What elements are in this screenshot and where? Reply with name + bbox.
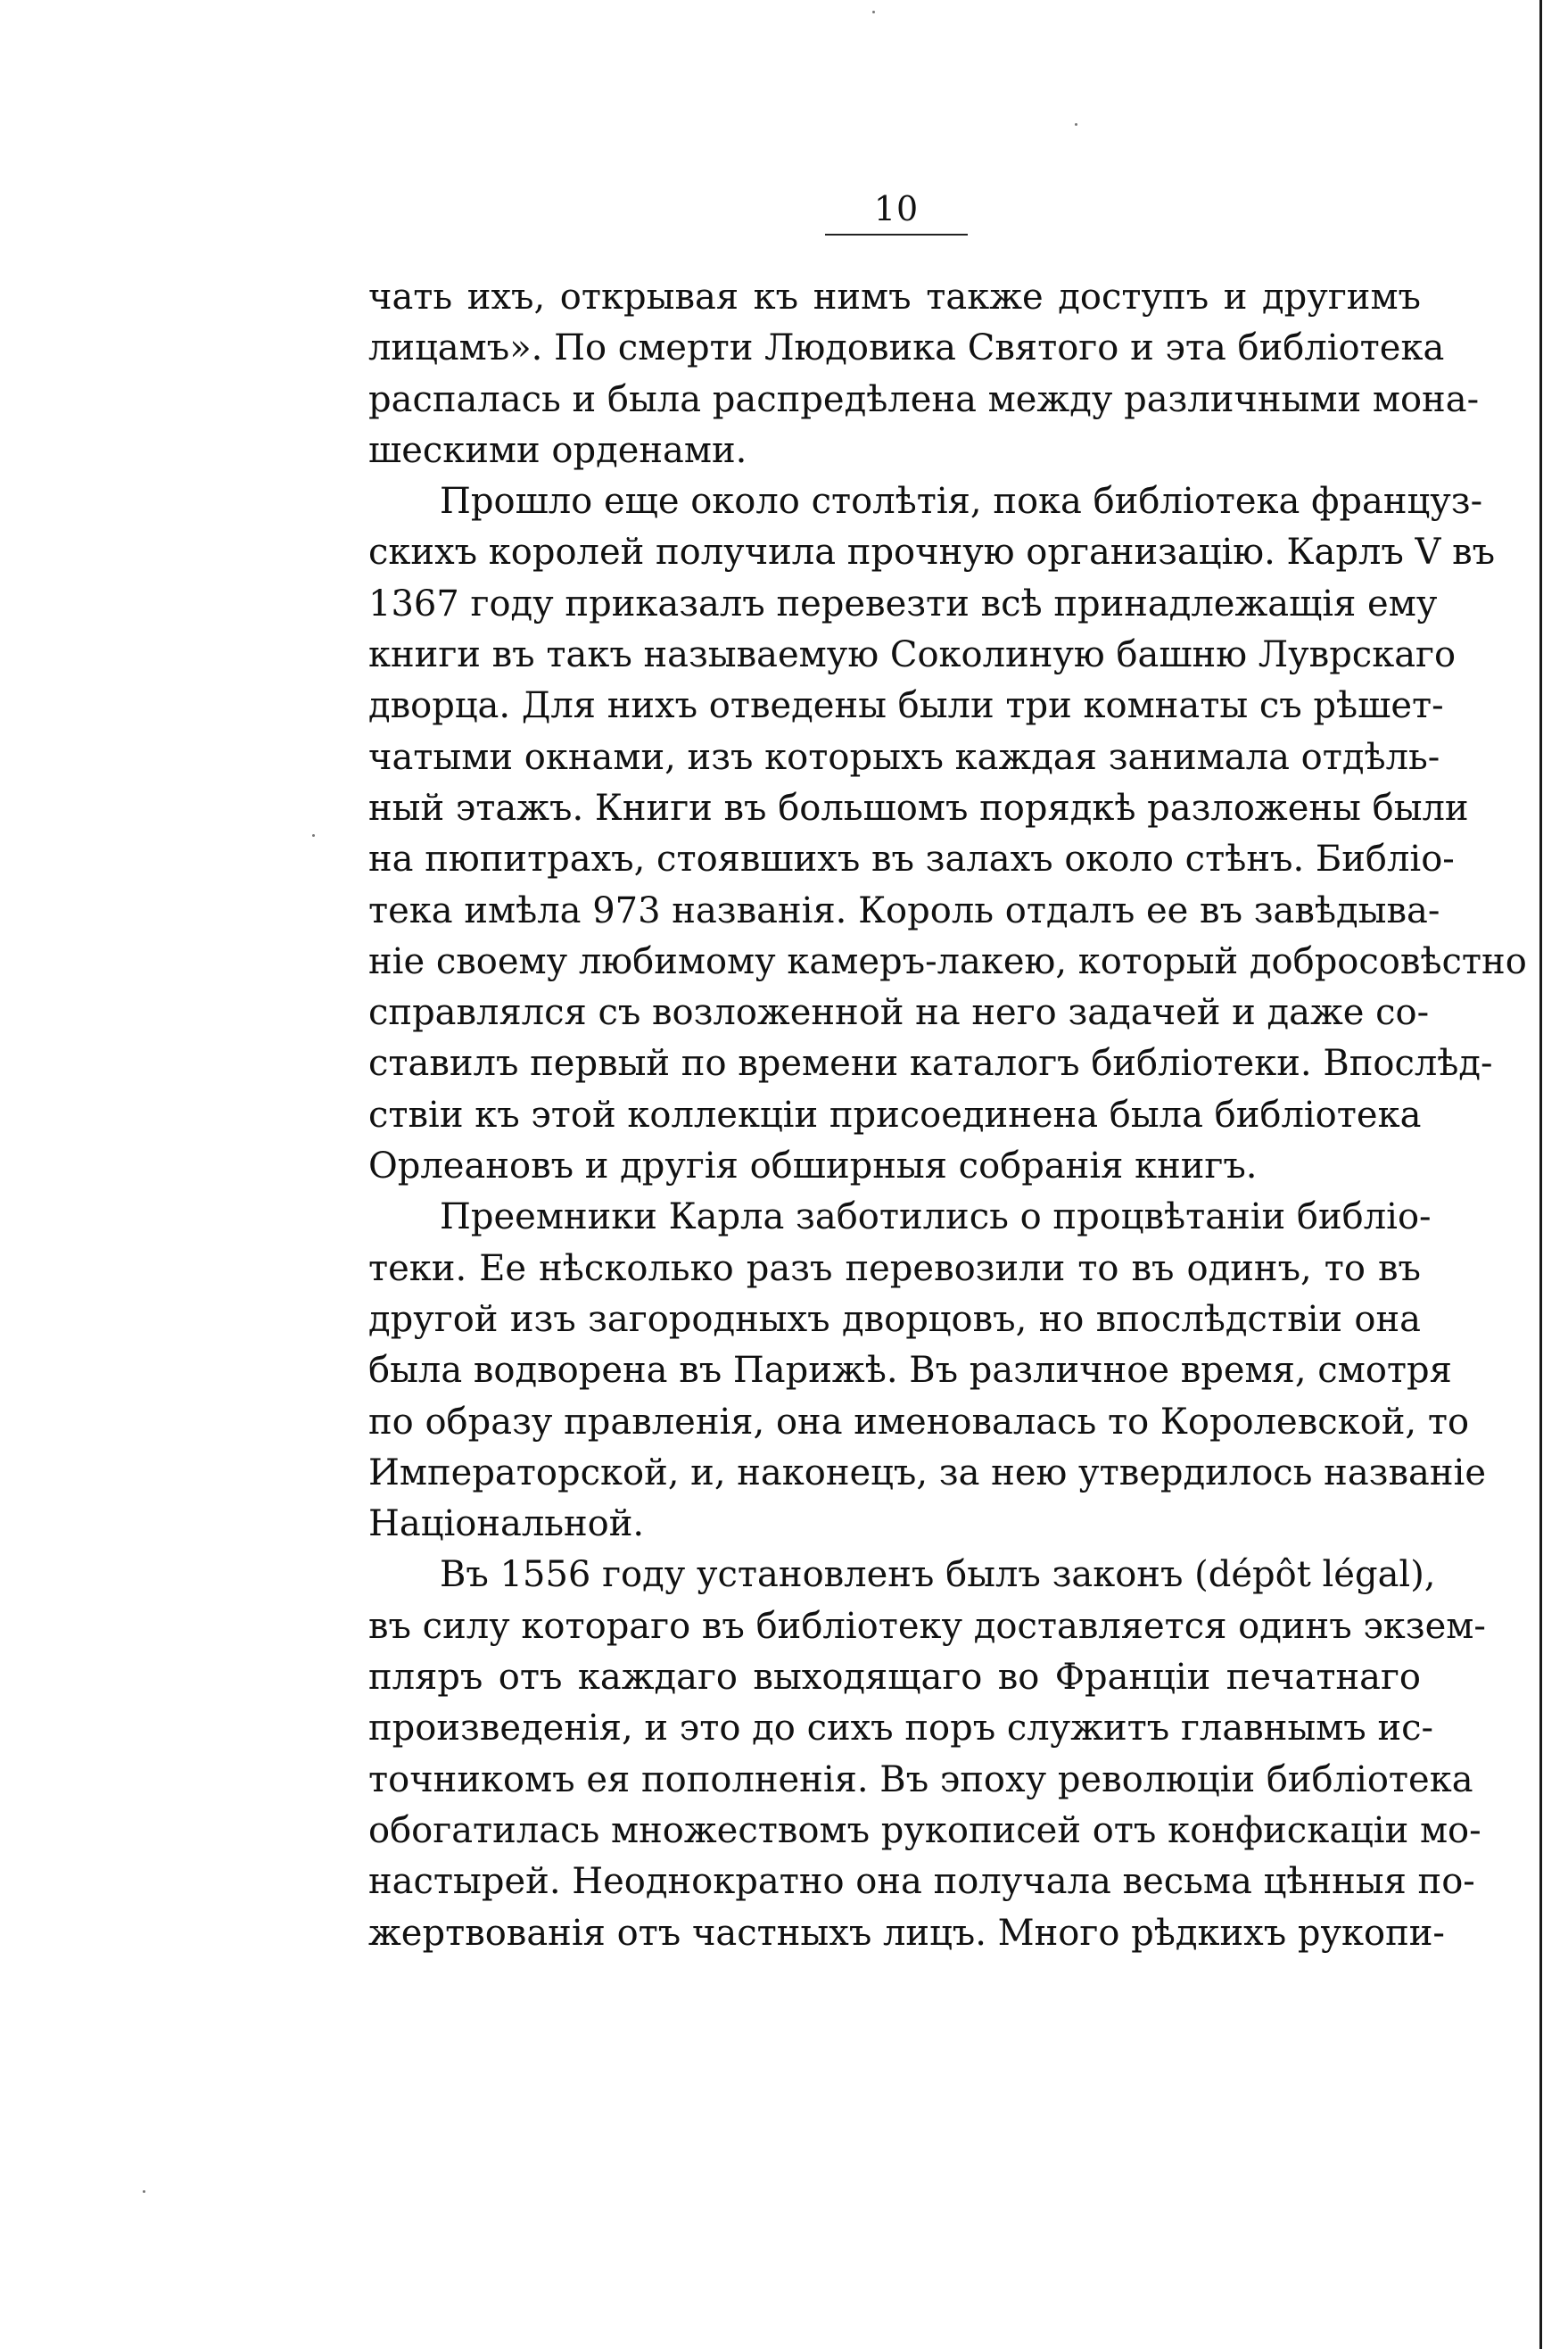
text-line: теки. Ее нѣсколько разъ перевозили то въ одинъ, то въ bbox=[368, 1247, 1421, 1289]
text-line: тека имѣла 973 названія. Король отдалъ ее въ завѣдыва- bbox=[368, 889, 1440, 931]
text-line: скихъ королей получила прочную организацію. Карлъ V въ bbox=[368, 532, 1496, 574]
print-speck bbox=[312, 834, 315, 837]
text-line: книги въ такъ называемую Соколиную башню Луврскаго bbox=[368, 634, 1457, 676]
text-line: лицамъ». По смерти Людовика Святого и эта библіотека bbox=[368, 327, 1445, 369]
text-line: Въ 1556 году установленъ былъ законъ (dépôt légal), bbox=[440, 1554, 1436, 1596]
text-line: распалась и была распредѣлена между различными мона- bbox=[368, 378, 1480, 420]
page-number: 10 bbox=[873, 189, 920, 228]
text-line: дворца. Для нихъ отведены были три комнаты съ рѣшет- bbox=[368, 685, 1444, 727]
text-line: чатыми окнами, изъ которыхъ каждая занимала отдѣль- bbox=[368, 736, 1440, 778]
text-line: чать ихъ, открывая къ нимъ также доступъ и другимъ bbox=[368, 277, 1421, 318]
text-line: другой изъ загородныхъ дворцовъ, но впослѣдствіи она bbox=[368, 1298, 1421, 1340]
text-line: настырей. Неоднократно она получала весьма цѣнныя по- bbox=[368, 1861, 1475, 1903]
text-line: произведенія, и это до сихъ поръ служитъ главнымъ ис- bbox=[368, 1708, 1434, 1749]
text-line: Преемники Карла заботились о процвѣтаніи библіо- bbox=[440, 1196, 1432, 1238]
text-line: жертвованія отъ частныхъ лицъ. Много рѣдкихъ рукопи- bbox=[368, 1912, 1445, 1954]
page-number-rule bbox=[825, 234, 968, 236]
text-line: была водворена въ Парижѣ. Въ различное время, смотря bbox=[368, 1350, 1452, 1392]
text-line: ствіи къ этой коллекціи присоединена была библіотека bbox=[368, 1094, 1422, 1136]
text-line: ніе своему любимому камеръ-лакею, который добросовѣстно bbox=[368, 940, 1527, 982]
text-line: Орлеановъ и другія обширныя собранія книгъ. bbox=[368, 1146, 1258, 1187]
text-line: въ силу котораго въ библіотеку доставляется одинъ экзем- bbox=[368, 1605, 1486, 1647]
text-line: пляръ отъ каждаго выходящаго во Франціи печатнаго bbox=[368, 1657, 1421, 1699]
text-line: шескими орденами. bbox=[368, 429, 747, 471]
text-line: Національной. bbox=[368, 1503, 645, 1545]
text-line: справлялся съ возложенной на него задачей и даже со- bbox=[368, 992, 1430, 1034]
text-line: на пюпитрахъ, стоявшихъ въ залахъ около стѣнъ. Библіо- bbox=[368, 839, 1455, 881]
text-line: точникомъ ея пополненія. Въ эпоху революціи библіотека bbox=[368, 1758, 1473, 1800]
print-speck bbox=[1075, 123, 1077, 126]
body-text bbox=[368, 272, 1527, 1959]
text-line: Прошло еще около столѣтія, пока библіотека француз- bbox=[440, 481, 1483, 523]
text-line: ный этажъ. Книги въ большомъ порядкѣ разложены были bbox=[368, 787, 1469, 829]
print-speck bbox=[143, 2190, 145, 2193]
page-edge-rule bbox=[1539, 0, 1542, 2349]
text-line: 1367 году приказалъ перевезти всѣ принадлежащія ему bbox=[368, 583, 1438, 624]
text-line: Императорской, и, наконецъ, за нею утвердилось названіе bbox=[368, 1452, 1486, 1493]
text-line: ставилъ первый по времени каталогъ библіотеки. Впослѣд- bbox=[368, 1043, 1493, 1085]
page-header bbox=[825, 187, 968, 236]
text-line: обогатилась множествомъ рукописей отъ конфискаціи мо- bbox=[368, 1809, 1481, 1851]
print-speck bbox=[872, 11, 875, 13]
text-line: по образу правленія, она именовалась то Королевской, то bbox=[368, 1401, 1470, 1443]
